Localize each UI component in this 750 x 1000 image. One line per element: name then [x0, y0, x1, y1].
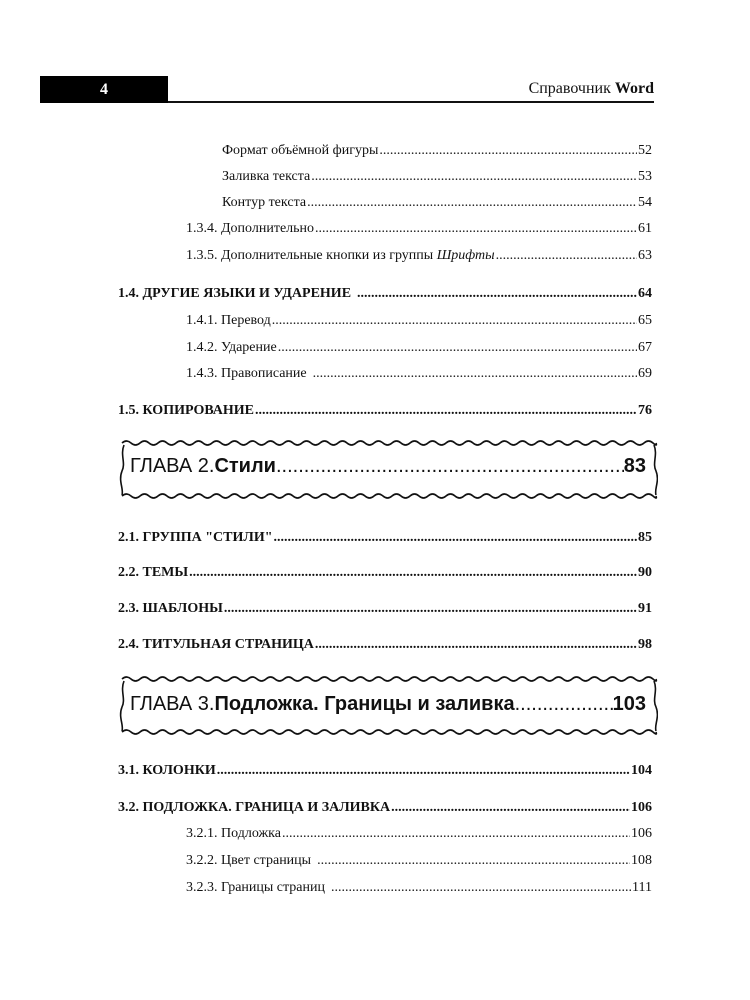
toc-entry-label-italic: Шрифты — [436, 248, 495, 263]
toc-entry[interactable] — [186, 853, 652, 869]
toc-entry[interactable] — [186, 221, 652, 237]
toc-entry[interactable] — [186, 313, 652, 329]
toc-entry-label: Формат объёмной фигуры — [222, 143, 379, 158]
toc-section[interactable] — [118, 601, 652, 617]
toc-leader — [189, 565, 637, 581]
toc-leader — [276, 455, 624, 478]
chapter-page: 103 — [612, 693, 646, 715]
toc-section-label: 3.1. КОЛОНКИ — [118, 763, 216, 778]
toc-leader — [224, 601, 637, 617]
toc-leader — [255, 403, 637, 419]
toc-leader — [217, 763, 630, 779]
toc-leader — [282, 826, 630, 842]
toc-leader — [272, 313, 637, 329]
toc-leader — [391, 800, 630, 816]
toc-leader — [311, 169, 637, 185]
toc-section-page: 98 — [638, 637, 652, 652]
chapter-page: 83 — [623, 455, 646, 477]
toc-entry-page: 61 — [638, 221, 652, 236]
chapter-prefix: ГЛАВА 2. — [130, 455, 215, 477]
running-title-text: Справочник — [528, 80, 615, 97]
toc-entry-page: 52 — [638, 143, 652, 158]
toc-section[interactable] — [118, 530, 652, 546]
toc-entry-page: 108 — [631, 853, 652, 868]
toc-entry-label: 1.4.2. Ударение — [186, 340, 277, 355]
toc-entry-label: 1.3.4. Дополнительно — [186, 221, 315, 236]
toc-section[interactable] — [118, 403, 652, 419]
toc-leader — [315, 637, 637, 653]
toc-entry-page: 63 — [638, 248, 652, 263]
chapter-title: Стили — [214, 455, 276, 477]
chapter-3-entry — [130, 693, 646, 716]
toc-section-label: 1.5. КОПИРОВАНИЕ — [118, 403, 255, 418]
toc-section-page: 90 — [638, 565, 652, 580]
chapter-2-banner[interactable] — [118, 437, 658, 501]
toc-leader — [273, 530, 637, 546]
toc-entry-page: 54 — [638, 195, 652, 210]
page-number: 4 — [40, 76, 168, 103]
toc-entry-label: 1.4.1. Перевод — [186, 313, 271, 328]
toc-leader — [357, 286, 637, 302]
toc-section-label: 2.3. ШАБЛОНЫ — [118, 601, 223, 616]
toc-section-page: 64 — [638, 286, 652, 301]
toc-entry-label-text: 1.3.5. Дополнительные кнопки из группы — [186, 248, 437, 263]
toc-entry-label: 3.2.3. Границы страниц — [186, 880, 326, 895]
toc-entry-label: 3.2.2. Цвет страницы — [186, 853, 312, 868]
toc-section-page: 91 — [638, 601, 652, 616]
chapter-title: Подложка. Границы и заливка — [214, 693, 515, 715]
toc-leader — [496, 248, 637, 264]
toc-leader — [278, 340, 637, 356]
toc-leader — [331, 880, 631, 896]
toc-section-page: 76 — [638, 403, 652, 418]
toc-entry[interactable] — [222, 169, 652, 185]
toc-entry-label: 3.2.1. Подложка — [186, 826, 281, 841]
toc-entry-page: 67 — [638, 340, 652, 355]
toc-section-page: 104 — [631, 763, 652, 778]
toc-entry[interactable] — [186, 340, 652, 356]
toc-entry[interactable] — [222, 195, 652, 211]
toc-entry-label: Заливка текста — [222, 169, 311, 184]
toc-leader — [317, 853, 630, 869]
toc-entry-page: 111 — [632, 880, 652, 895]
toc-leader — [307, 195, 637, 211]
toc-section-page: 85 — [638, 530, 652, 545]
toc-entry[interactable] — [186, 248, 652, 264]
toc-entry-label — [186, 248, 495, 264]
toc-leader — [313, 366, 637, 382]
toc-entry[interactable] — [186, 880, 652, 896]
toc-entry[interactable] — [186, 826, 652, 842]
toc-entry-page: 65 — [638, 313, 652, 328]
toc-section-label: 2.1. ГРУППА "СТИЛИ" — [118, 530, 273, 545]
toc-entry[interactable] — [222, 143, 652, 159]
toc-section[interactable] — [118, 637, 652, 653]
toc-entry[interactable] — [186, 366, 652, 382]
chapter-3-banner[interactable] — [118, 673, 658, 737]
toc-entry-page: 106 — [631, 826, 652, 841]
toc-leader — [315, 221, 637, 237]
running-title-bold: Word — [614, 80, 654, 97]
toc-section[interactable] — [118, 763, 652, 779]
toc-entry-label: 1.4.3. Правописание — [186, 366, 307, 381]
running-title — [529, 78, 654, 100]
toc-leader — [515, 693, 613, 716]
chapter-prefix: ГЛАВА 3. — [130, 693, 215, 715]
chapter-2-entry — [130, 455, 646, 478]
toc-section-label: 2.4. ТИТУЛЬНАЯ СТРАНИЦА — [118, 637, 314, 652]
toc-section-label: 1.4. ДРУГИЕ ЯЗЫКИ И УДАРЕНИЕ — [118, 286, 352, 301]
toc-section[interactable] — [118, 800, 652, 816]
toc-entry-page: 69 — [638, 366, 652, 381]
toc-entry-label: Контур текста — [222, 195, 307, 210]
toc-section-label: 2.2. ТЕМЫ — [118, 565, 189, 580]
toc-section-page: 106 — [631, 800, 652, 815]
toc-entry-page: 53 — [638, 169, 652, 184]
toc-section-label: 3.2. ПОДЛОЖКА. ГРАНИЦА И ЗАЛИВКА — [118, 800, 391, 815]
toc-section[interactable] — [118, 565, 652, 581]
toc-section[interactable] — [118, 286, 652, 302]
toc-leader — [379, 143, 637, 159]
